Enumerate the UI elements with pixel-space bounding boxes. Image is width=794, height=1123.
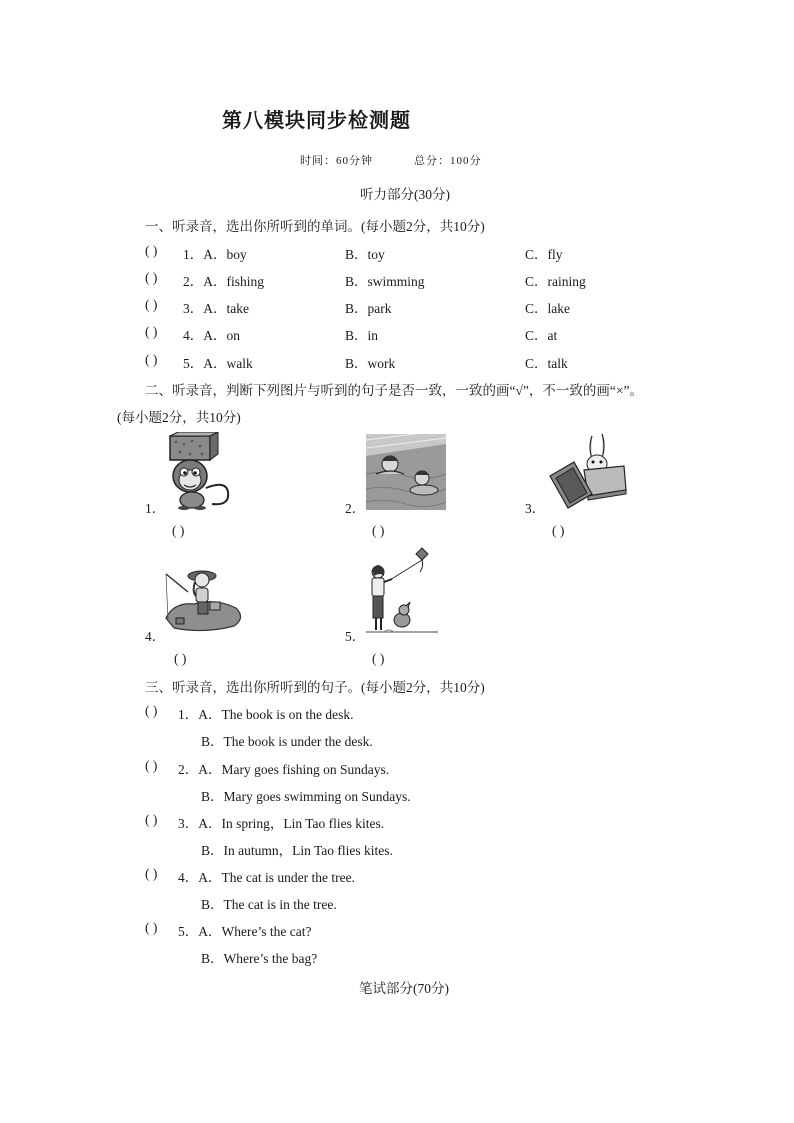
option-b: B．park bbox=[345, 301, 392, 316]
option-b: B．in bbox=[345, 328, 379, 343]
picture-number: 3． bbox=[525, 501, 546, 516]
answer-blank[interactable]: ( ) bbox=[145, 866, 158, 881]
answer-blank[interactable]: ( ) bbox=[145, 270, 158, 285]
answer-blank[interactable]: ( ) bbox=[372, 523, 385, 538]
option-a: 3．A．take bbox=[183, 301, 249, 316]
option-b: B．Where’s the bag? bbox=[201, 951, 318, 966]
picture-number: 4． bbox=[145, 629, 166, 644]
option-b: B．Mary goes swimming on Sundays. bbox=[201, 789, 411, 804]
writing-part-header: 笔试部分(70分) bbox=[359, 981, 449, 996]
option-b: B．The cat is in the tree. bbox=[201, 897, 337, 912]
answer-blank[interactable]: ( ) bbox=[145, 758, 158, 773]
time-limit: 时间：60分钟 bbox=[300, 155, 373, 167]
answer-blank[interactable]: ( ) bbox=[174, 651, 187, 666]
answer-blank[interactable]: ( ) bbox=[372, 651, 385, 666]
answer-blank[interactable]: ( ) bbox=[552, 523, 565, 538]
section2-heading: 二、听录音，判断下列图片与听到的句子是否一致，一致的画“√”，不一致的画“×”。 bbox=[145, 383, 643, 398]
option-c: C．talk bbox=[525, 356, 568, 371]
answer-blank[interactable]: ( ) bbox=[145, 324, 158, 339]
option-b: B．toy bbox=[345, 247, 385, 262]
option-a: 2．A．Mary goes fishing on Sundays. bbox=[178, 762, 390, 777]
option-a: 2．A．fishing bbox=[183, 274, 264, 289]
girl-fishing-icon bbox=[164, 562, 246, 634]
option-a: 5．A．walk bbox=[183, 356, 253, 371]
listening-part-header: 听力部分(30分) bbox=[360, 187, 450, 202]
option-c: C．fly bbox=[525, 247, 563, 262]
answer-blank[interactable]: ( ) bbox=[145, 920, 158, 935]
picture-number: 5． bbox=[345, 629, 366, 644]
picture-number: 2． bbox=[345, 501, 366, 516]
option-a: 4．A．The cat is under the tree. bbox=[178, 870, 355, 885]
answer-blank[interactable]: ( ) bbox=[145, 812, 158, 827]
answer-blank[interactable]: ( ) bbox=[145, 243, 158, 258]
option-a: 4．A．on bbox=[183, 328, 240, 343]
option-b: B．In autumn，Lin Tao flies kites. bbox=[201, 843, 393, 858]
option-a: 1．A．boy bbox=[183, 247, 247, 262]
answer-blank[interactable]: ( ) bbox=[145, 352, 158, 367]
option-c: C．at bbox=[525, 328, 558, 343]
option-c: C．raining bbox=[525, 274, 586, 289]
page-title: 第八模块同步检测题 bbox=[222, 108, 411, 132]
option-a: 1．A．The book is on the desk. bbox=[178, 707, 354, 722]
option-b: B．work bbox=[345, 356, 396, 371]
answer-blank[interactable]: ( ) bbox=[145, 297, 158, 312]
rabbit-in-box-icon bbox=[548, 432, 630, 512]
option-a: 3．A．In spring，Lin Tao flies kites. bbox=[178, 816, 385, 831]
total-score: 总分：100分 bbox=[414, 155, 482, 167]
option-a: 5．A．Where’s the cat? bbox=[178, 924, 312, 939]
girl-flying-kite-icon bbox=[366, 546, 438, 636]
option-b: B．The book is under the desk. bbox=[201, 734, 373, 749]
section2-heading-cont: (每小题2分，共10分) bbox=[117, 410, 241, 425]
option-c: C．lake bbox=[525, 301, 570, 316]
section3-heading: 三、听录音，选出你所听到的句子。(每小题2分，共10分) bbox=[145, 680, 485, 695]
option-b: B．swimming bbox=[345, 274, 425, 289]
children-swimming-icon bbox=[366, 434, 446, 510]
answer-blank[interactable]: ( ) bbox=[172, 523, 185, 538]
answer-blank[interactable]: ( ) bbox=[145, 703, 158, 718]
picture-number: 1． bbox=[145, 501, 166, 516]
section1-heading: 一、听录音，选出你所听到的单词。(每小题2分，共10分) bbox=[145, 219, 485, 234]
monkey-with-box-icon bbox=[162, 432, 242, 510]
